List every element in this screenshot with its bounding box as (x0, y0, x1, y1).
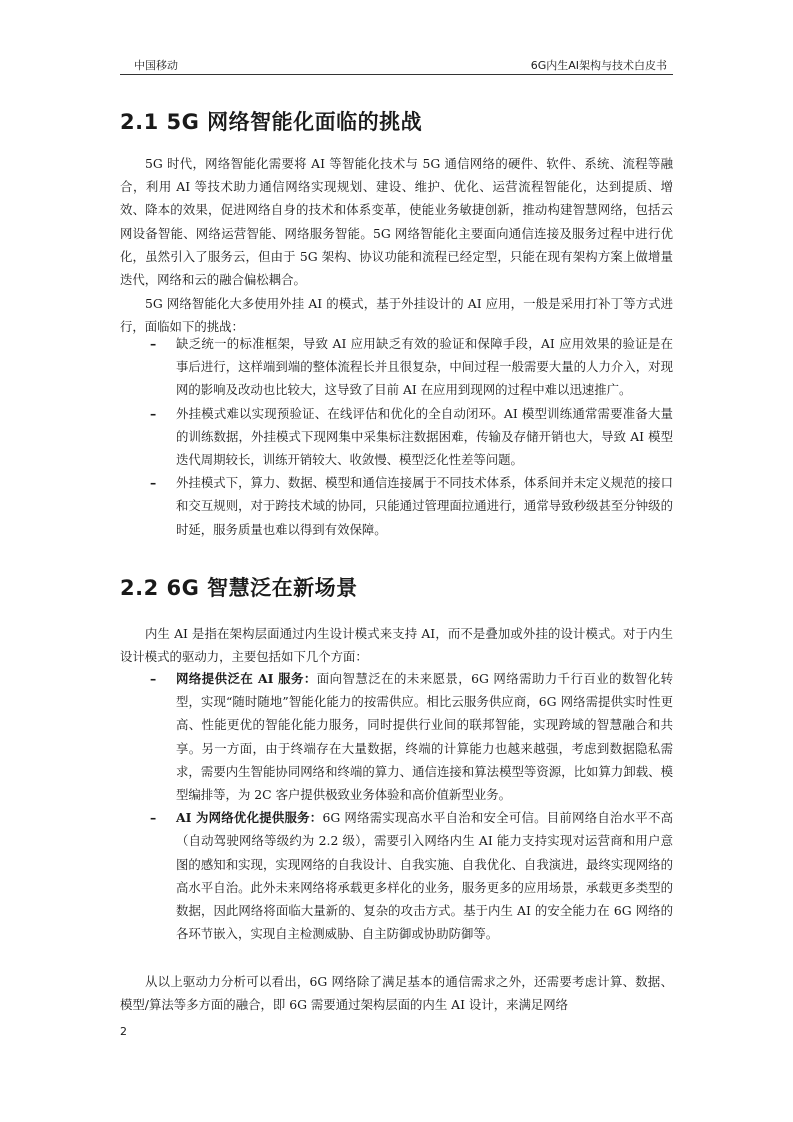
bullet-dash: – (150, 336, 157, 351)
list-item (120, 471, 673, 541)
list-item-text: 缺乏统一的标准框架，导致 AI 应用缺乏有效的验证和保障手段，AI 应用效果的验证是在事后进行，这样端到端的整体流程长并且很复杂，中间过程一般需要大量的人力介入，对现网的影响及改动也比较大，这导致了目前 AI 在应用到现网的过程中难以迅速推广。 (176, 336, 673, 398)
section-heading-2-1: 2.1 5G 网络智能化面临的挑战 (120, 110, 423, 134)
challenge-list (120, 332, 673, 541)
driver-list (120, 667, 673, 945)
bullet-dash: – (150, 671, 157, 686)
header-org-name: 中国移动 (134, 59, 178, 72)
bullet-dash: – (150, 810, 157, 826)
list-item (120, 402, 673, 472)
list-item-text: 面向智慧泛在的未来愿景，6G 网络需助力千行百业的数智化转型，实现“随时随地”智能化能力的按需供应。相比云服务供应商，6G 网络需提供实时性更高、性能更优的智能化能力服务，同时提供行业间的联邦智能，实现跨域的智慧融合和共享。另一方面，由于终端存在大量数据，终端的计算能力也越来越强，考虑到数据隐私需求，需要内生智能协同网络和终端的算力、通信连接和算法模型等资源，比如算力卸载、模型编排等，为 2C 客户提供极致业务体验和高价值新型业务。 (176, 671, 673, 803)
list-item (120, 332, 673, 402)
paragraph-plugin-challenges: 5G 网络智能化大多使用外挂 AI 的模式，基于外挂设计的 AI 应用，一般是采用打补丁等方式进行，面临如下的挑战： (120, 296, 673, 335)
paragraph-5g-intelligence: 5G 时代，网络智能化需要将 AI 等智能化技术与 5G 通信网络的硬件、软件、系统、流程等融合，利用 AI 等技术助力通信网络实现规划、建设、维护、优化、运营流程智能化，达到提质、增效、降本的效果，促进网络自身的技术和体系变革，使能业务敏捷创新，推动构建智慧网络，包括云网设备智能、网络运营智能、网络服务智能。5G 网络智能化主要面向通信连接及服务过程中进行优化，虽然引入了服务云，但由于 5G 架构、协议功能和流程已经定型，只能在现有架构方案上做增量迭代，网络和云的融合偏松耦合。 (120, 156, 673, 288)
paragraph-native-ai: 内生 AI 是指在架构层面通过内生设计模式来支持 AI，而不是叠加或外挂的设计模式。对于内生设计模式的驱动力，主要包括如下几个方面： (120, 626, 673, 665)
list-item-text: 6G 网络需实现高水平自治和安全可信。目前网络自治水平不高（自动驾驶网络等级约为 2.2 级），需要引入网络内生 AI 能力支持实现对运营商和用户意图的感知和实现，实现网络的自我设计、自我实施、自我优化、自我演进，最终实现网络的高水平自治。此外未来网络将承载更多样化的业务，服务更多的应用场景，承载更多类型的数据，因此网络将面临大量新的、复杂的攻击方式。基于内生 AI 的安全能力在 6G 网络的各环节嵌入，实现自主检测威胁、自主防御或协助防御等。 (176, 810, 673, 942)
page-header (120, 54, 673, 74)
list-item-lead: AI 为网络优化提供服务： (176, 810, 323, 826)
list-item (120, 806, 673, 945)
list-item-lead: 网络提供泛在 AI 服务： (176, 671, 317, 686)
page-number: 2 (120, 1025, 127, 1038)
header-doc-title: 6G内生AI架构与技术白皮书 (530, 59, 667, 72)
header-divider (120, 74, 673, 75)
section-heading-2-2: 2.2 6G 智慧泛在新场景 (120, 576, 358, 600)
list-item (120, 667, 673, 806)
list-item-text: 外挂模式下，算力、数据、模型和通信连接属于不同技术体系，体系间并未定义规范的接口和交互规则，对于跨技术域的协同，只能通过管理面拉通进行，通常导致秒级甚至分钟级的时延，服务质量也难以得到有效保障。 (176, 475, 673, 537)
bullet-dash: – (150, 405, 157, 421)
bullet-dash: – (150, 475, 157, 491)
paragraph-conclusion: 从以上驱动力分析可以看出，6G 网络除了满足基本的通信需求之外，还需要考虑计算、数据、模型/算法等多方面的融合，即 6G 需要通过架构层面的内生 AI 设计，来满足网络 (120, 974, 673, 1013)
list-item-text: 外挂模式难以实现预验证、在线评估和优化的全自动闭环。AI 模型训练通常需要准备大量的训练数据，外挂模式下现网集中采集标注数据困难，传输及存储开销也大，导致 AI 模型迭代周期较长，训练开销较大、收敛慢、模型泛化性差等问题。 (176, 405, 673, 468)
